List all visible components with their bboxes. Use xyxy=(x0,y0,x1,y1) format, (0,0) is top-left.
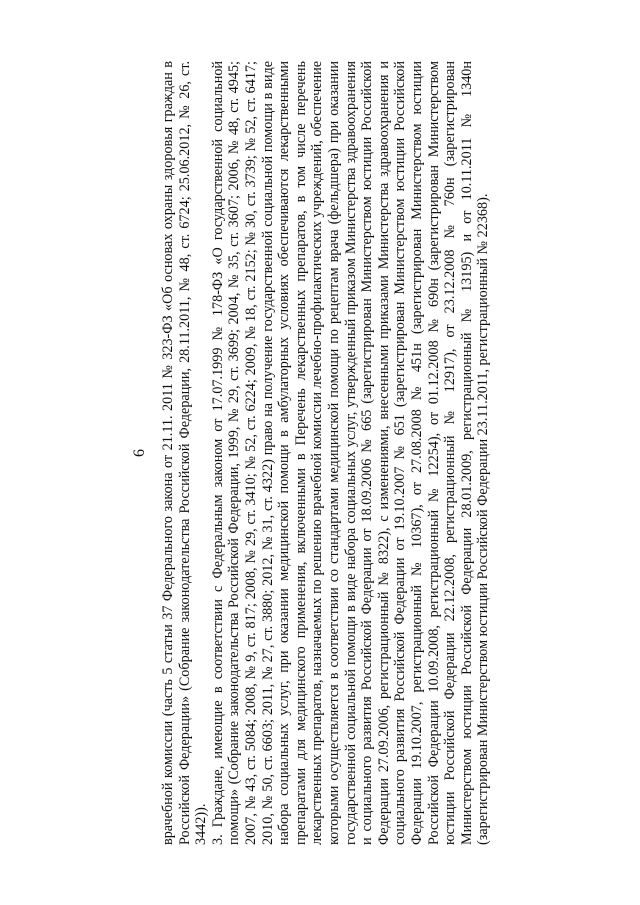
paragraph-1: врачебной комиссии (часть 5 статьи 37 Федерального закона от 21.11. 2011 № 323-ФЗ «Об основах охраны здоровья граждан в Российской Федерации» (Собрание законодательства Российской Федерации, 28.11.2011, № 48, ст. 6724; 25.06.2012, № 26, ст. 3442)). xyxy=(160,60,210,845)
page-number: 6 xyxy=(131,448,148,457)
body-text xyxy=(160,61,492,845)
rotated-content xyxy=(130,61,510,845)
paragraph-2: 3. Граждане, имеющие в соответствии с Федеральным законом от 17.07.1999 № 178-ФЗ «О государственной социальной помощи» (Собрание законодательства Российской Федерации, 1999, № 29, ст. 3699; 2004, № 35, ст. 3607; 2006, № 48, ст. 4945; 2007, № 43, ст. 5084; 2008, № 9, ст. 817; 2008, № 29, ст. 3410; № 52, ст. 6224; 2009, № 18, ст. 2152; № 30, ст. 3739; № 52, ст. 6417; 2010, № 50, ст. 6603; 2011, № 27, ст. 3880; 2012, № 31, ст. 4322) право на получение государственной социальной помощи в виде набора социальных услуг, при оказании медицинской помощи в амбулаторных условиях обеспечиваются лекарственными препаратами для медицинского применения, включенными в Перечень лекарственных препаратов, в том числе перечень лекарственных препаратов, назначаемых по решению врачебной комиссии лечебно-профилактических учреждений, обеспечение которыми осуществляется в соответствии со стандартами медицинской помощи по рецептам врача (фельдшера) при оказании государственной социальной помощи в виде набора социальных услуг, утвержденный приказом Министерства здравоохранения и социального развития Российской Федерации от 18.09.2006 № 665 (зарегистрирован Министерством юстиции Российской Федерации 27.09.2006, регистрационный № 8322), с изменениями, внесенными приказами Министерства здравоохранения и социального развития Российской Федерации от 19.10.2007 № 651 (зарегистрирован Министерством юстиции Российской Федерации 19.10.2007, регистрационный № 10367), от 27.08.2008 № 451н (зарегистрирован Министерством юстиции Российской Федерации 10.09.2008, регистрационный № 12254), от 01.12.2008 № 690н (зарегистрирован Министерством юстиции Российской Федерации 22.12.2008, регистрационный № 12917), от 23.12.2008 № 760н (зарегистрирован Министерством юстиции Российской Федерации 28.01.2009, регистрационный № 13195) и от 10.11.2011 № 1340н (зарегистрирован Министерством юстиции Российской Федерации 23.11.2011, регистрационный № 22368). xyxy=(209,60,492,845)
